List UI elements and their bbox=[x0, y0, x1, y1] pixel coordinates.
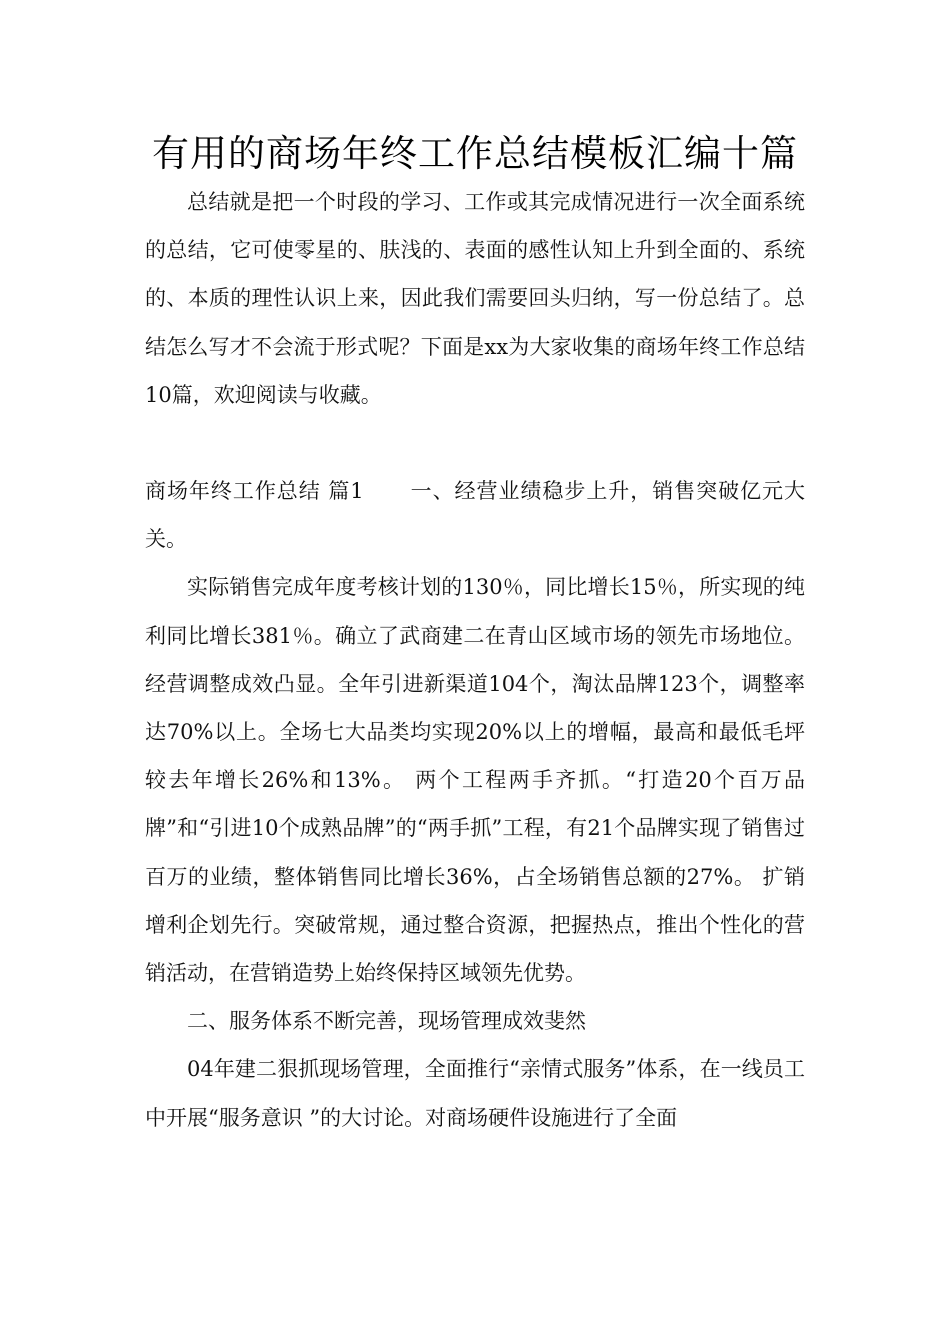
section-1-body-paragraph: 实际销售完成年度考核计划的130％，同比增长15％，所实现的纯利同比增长381％。确立了武商建二在青山区域市场的领先市场地位。 经营调整成效凸显。全年引进新渠道104个，淘汰品牌123个，调整率达70%以上。全场七大品类均实现20%以上的增幅，最高和最低毛坪较去年增长26%和13%。 两个工程两手齐抓。“打造20个百万品牌”和“引进10个成熟品牌”的“两手抓”工程，有21个品牌实现了销售过百万的业绩，整体销售同比增长36%，占全场销售总额的27%。 扩销增利企划先行。突破常规，通过整合资源，把握热点，推出个性化的营销活动，在营销造势上始终保持区域领先优势。 bbox=[145, 575, 805, 986]
intro-paragraph: 总结就是把一个时段的学习、工作或其完成情况进行一次全面系统的总结，它可使零星的、肤浅的、表面的感性认知上升到全面的、系统的、本质的理性认识上来，因此我们需要回头归纳，写一份总结了。总结怎么写才不会流于形式呢？下面是xx为大家收集的商场年终工作总结10篇，欢迎阅读与收藏。 bbox=[145, 190, 805, 407]
section-2-heading: 二、服务体系不断完善，现场管理成效斐然 bbox=[187, 1009, 586, 1034]
document-body bbox=[145, 178, 805, 1142]
document-title: 有用的商场年终工作总结模板汇编十篇 bbox=[152, 132, 798, 175]
section-1-paragraph bbox=[145, 467, 805, 563]
section-1-heading: 一、经营业绩稳步上升，销售突破亿元大关。 bbox=[145, 479, 805, 552]
section-1-label: 商场年终工作总结 篇1 bbox=[145, 479, 364, 504]
section-2-body-paragraph: 04年建二狠抓现场管理，全面推行“亲情式服务”体系，在一线员工中开展“服务意识 ”的大讨论。对商场硬件设施进行了全面 bbox=[145, 1057, 805, 1130]
paragraph-gap bbox=[145, 419, 805, 467]
